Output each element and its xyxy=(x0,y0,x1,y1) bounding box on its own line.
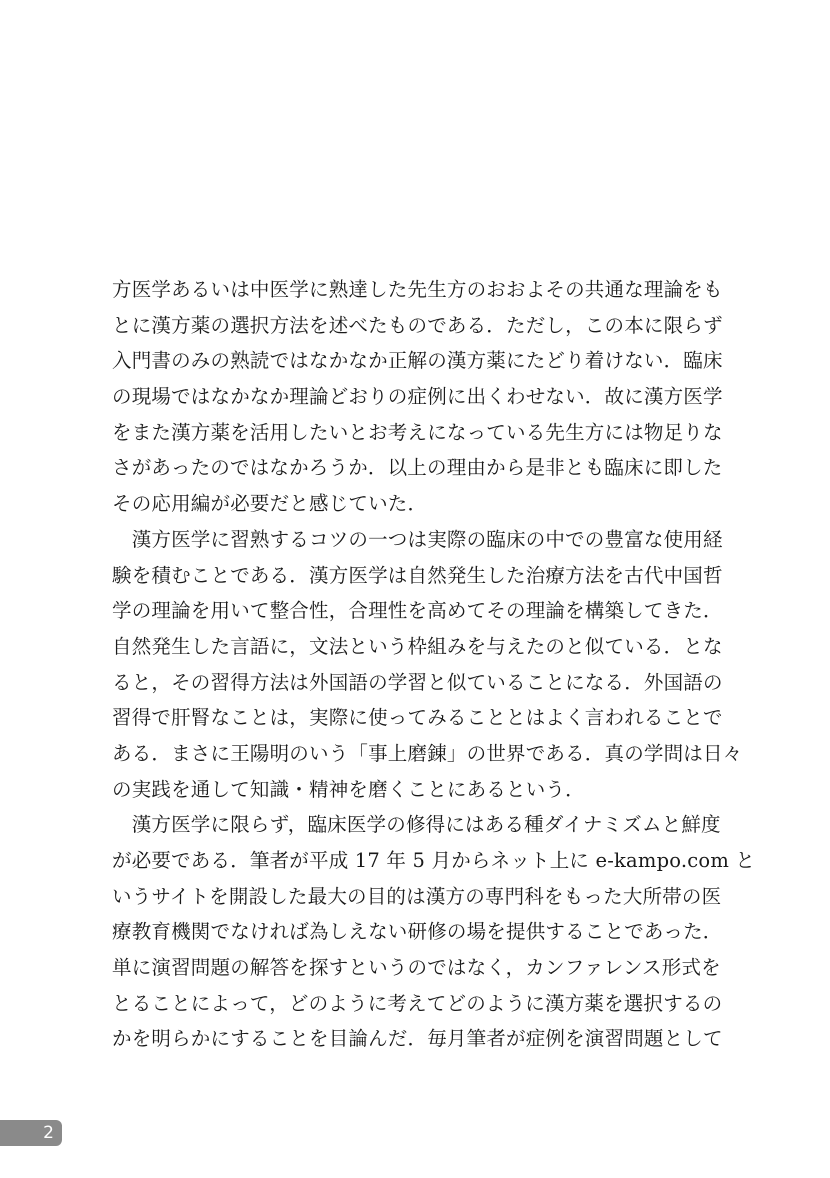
text-line: いうサイトを開設した最大の目的は漢方の専門科をもった大所帯の医 xyxy=(112,884,722,908)
text-line: 自然発生した言語に，文法という枠組みを与えたのと似ている．とな xyxy=(112,634,723,658)
text-line: 入門書のみの熟読ではなかなか正解の漢方薬にたどり着けない．臨床 xyxy=(112,349,723,373)
text-line: 学の理論を用いて整合性，合理性を高めてその理論を構築してきた． xyxy=(112,599,723,623)
text-line: かを明らかにすることを目論んだ．毎月筆者が症例を演習問題として xyxy=(112,1027,723,1051)
text-line: ると，その習得方法は外国語の学習と似ていることになる．外国語の xyxy=(112,670,723,694)
page-number-tab xyxy=(0,1120,62,1146)
text-line: さがあったのではなかろうか．以上の理由から是非とも臨床に即した xyxy=(112,456,723,480)
text-line: とに漢方薬の選択方法を述べたものである．ただし，この本に限らず xyxy=(112,313,723,337)
text-line: の現場ではなかなか理論どおりの症例に出くわせない．故に漢方医学 xyxy=(112,385,723,409)
text-line: 漢方医学に習熟するコツの一つは実際の臨床の中での豊富な使用経 xyxy=(112,527,723,551)
page-number: 2 xyxy=(43,1123,54,1143)
text-line: の実践を通して知識・精神を磨くことにあるという． xyxy=(112,777,585,801)
text-line: とることによって，どのように考えてどのように漢方薬を選択するの xyxy=(112,991,723,1015)
body-text xyxy=(112,272,756,1057)
text-line: 単に演習問題の解答を探すというのではなく，カンファレンス形式を xyxy=(112,956,721,980)
text-line: 方医学あるいは中医学に熟達した先生方のおおよその共通な理論をも xyxy=(112,278,723,301)
text-line: ある．まさに王陽明のいう「事上磨錬」の世界である．真の学問は日々 xyxy=(112,741,743,765)
text-line: 漢方医学に限らず，臨床医学の修得にはある種ダイナミズムと鮮度 xyxy=(112,813,721,837)
text-line: その応用編が必要だと感じていた． xyxy=(112,492,428,516)
text-line: が必要である．筆者が平成 17 年 5 月からネット上に e-kampo.com と xyxy=(112,849,756,872)
text-line: をまた漢方薬を活用したいとお考えになっている先生方には物足りな xyxy=(112,420,723,444)
text-line: 習得で肝腎なことは，実際に使ってみることとはよく言われることで xyxy=(112,706,723,730)
text-line: 療教育機関でなければ為しえない研修の場を提供することであった． xyxy=(112,920,723,944)
text-line: 験を積むことである．漢方医学は自然発生した治療方法を古代中国哲 xyxy=(112,563,723,587)
